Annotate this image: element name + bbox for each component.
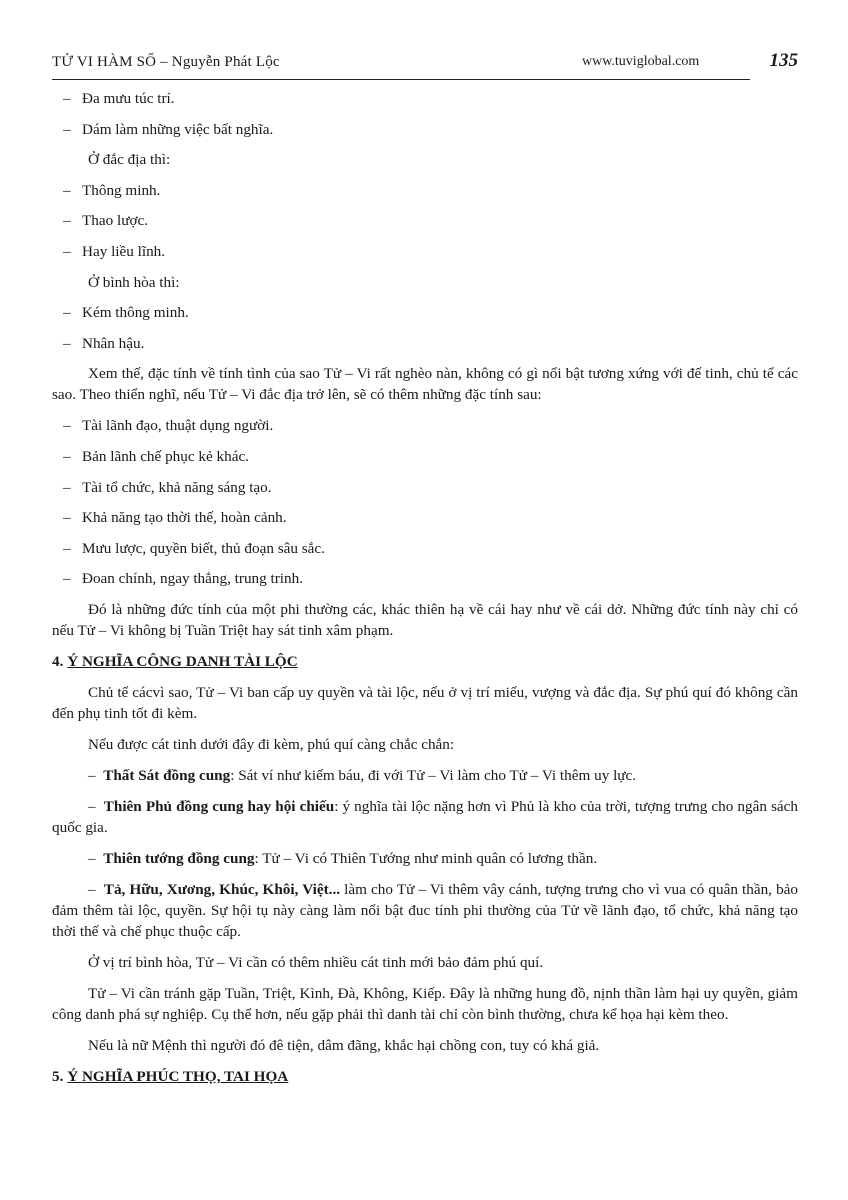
list-item: – Nhân hậu. — [63, 334, 145, 352]
paragraph-do-la: Đó là những đức tính của một phi thường các, khác thiên hạ về cái hay như về cái dở. Những đức tính này chỉ có nếu Tử – Vi không bị Tuần Triệt hay sát tinh xâm phạm. — [52, 600, 798, 639]
list-item: – Thao lược. — [63, 212, 149, 230]
list-item: – Bản lãnh chế phục kẻ khác. — [63, 447, 249, 465]
list-item: – Mưu lược, quyền biết, thủ đoạn sâu sắc. — [63, 539, 325, 557]
list-item: – Tài lãnh đạo, thuật dụng người. — [63, 417, 274, 435]
bold-list-item: – Thiên Phủ đồng cung hay hội chiếu: ý nghĩa tài lộc nặng hơn vì Phủ là kho của trời, tượng trưng cho ngân sách quốc gia. — [52, 797, 798, 836]
list-item: – Đa mưu túc trí. — [63, 90, 175, 107]
bold-list-item: – Tả, Hữu, Xương, Khúc, Khôi, Việt... làm cho Tử – Vi thêm vây cánh, tượng trưng cho vì vua có quân thần, bảo đảm thêm tài lộc, quyền. Sự hội tụ này càng làm nổi bật đuc tính phi thường của Tử về lãnh đạo, tổ chức, khả năng tạo thời thế và chế phục thuộc cấp. — [52, 880, 799, 940]
section-4-heading: 4. Ý NGHĨA CÔNG DANH TÀI LỘC — [52, 652, 298, 670]
paragraph-can-tranh: Tử – Vi cần tránh gặp Tuần, Triệt, Kình, Đà, Không, Kiếp. Đây là những hung đồ, nịnh thần làm hại uy quyền, giảm công danh phá sự nghiệp. Cụ thể hơn, nếu gặp phải thì danh tài chỉ còn bình thường, chưa kể họa hại kèm theo. — [52, 984, 798, 1023]
list-item: – Thông minh. — [63, 181, 161, 199]
paragraph-neu-duoc: Nếu được cát tinh dưới đây đi kèm, phú quí càng chắc chắn: — [88, 735, 455, 753]
list-item: – Tài tổ chức, khả năng sáng tạo. — [63, 478, 272, 496]
page-number: 135 — [769, 50, 798, 71]
bold-list-item: – Thất Sát đồng cung: Sát ví như kiếm báu, đi với Tử – Vi làm cho Tử – Vi thêm uy lực. — [88, 766, 637, 784]
list-item: – Khả năng tạo thời thế, hoàn cảnh. — [63, 509, 287, 527]
paragraph-xem-the: Xem thế, đặc tính về tính tình của sao Tử – Vi rất nghèo nàn, không có gì nổi bật tương xứng với đế tinh, chủ tể các sao. Theo thiển nghĩ, nếu Tử – Vi đắc địa trở lên, sẽ có thêm những đặc tính sau: — [52, 365, 798, 404]
section-5-heading: 5. Ý NGHĨA PHÚC THỌ, TAI HỌA — [52, 1067, 289, 1085]
list-item: – Hay liều lĩnh. — [63, 242, 166, 260]
paragraph-chu-te: Chủ tể cácvì sao, Tử – Vi ban cấp uy quyền và tài lộc, nếu ở vị trí miếu, vượng và đắc địa. Sự phú quí đó không cần đến phụ tinh tốt đi kèm. — [52, 683, 798, 722]
header-rule — [52, 79, 750, 80]
website-url[interactable]: www.tuviglobal.com — [582, 54, 700, 69]
page-header — [52, 50, 798, 80]
list-item: – Đoan chính, ngay thẳng, trung trinh. — [63, 570, 304, 588]
page-body — [52, 88, 798, 1097]
paragraph-nu-menh: Nếu là nữ Mệnh thì người đó đê tiện, dâm đãng, khắc hại chồng con, tuy có khá giả. — [88, 1036, 600, 1054]
label-binh-hoa: Ở bình hòa thì: — [88, 273, 180, 291]
book-title: TỬ VI HÀM SỐ – Nguyễn Phát Lộc — [52, 54, 280, 70]
list-item: – Dám làm những việc bất nghĩa. — [63, 120, 274, 138]
label-dac-dia: Ở đắc địa thì: — [88, 151, 171, 169]
list-item: – Kém thông minh. — [63, 304, 189, 322]
paragraph-o-vi-tri: Ở vị trí bình hòa, Tử – Vi cần có thêm nhiều cát tinh mới bảo đảm phú quí. — [88, 953, 544, 971]
bold-list-item: – Thiên tướng đồng cung: Tử – Vi có Thiên Tướng như minh quân có lương thần. — [88, 849, 598, 867]
